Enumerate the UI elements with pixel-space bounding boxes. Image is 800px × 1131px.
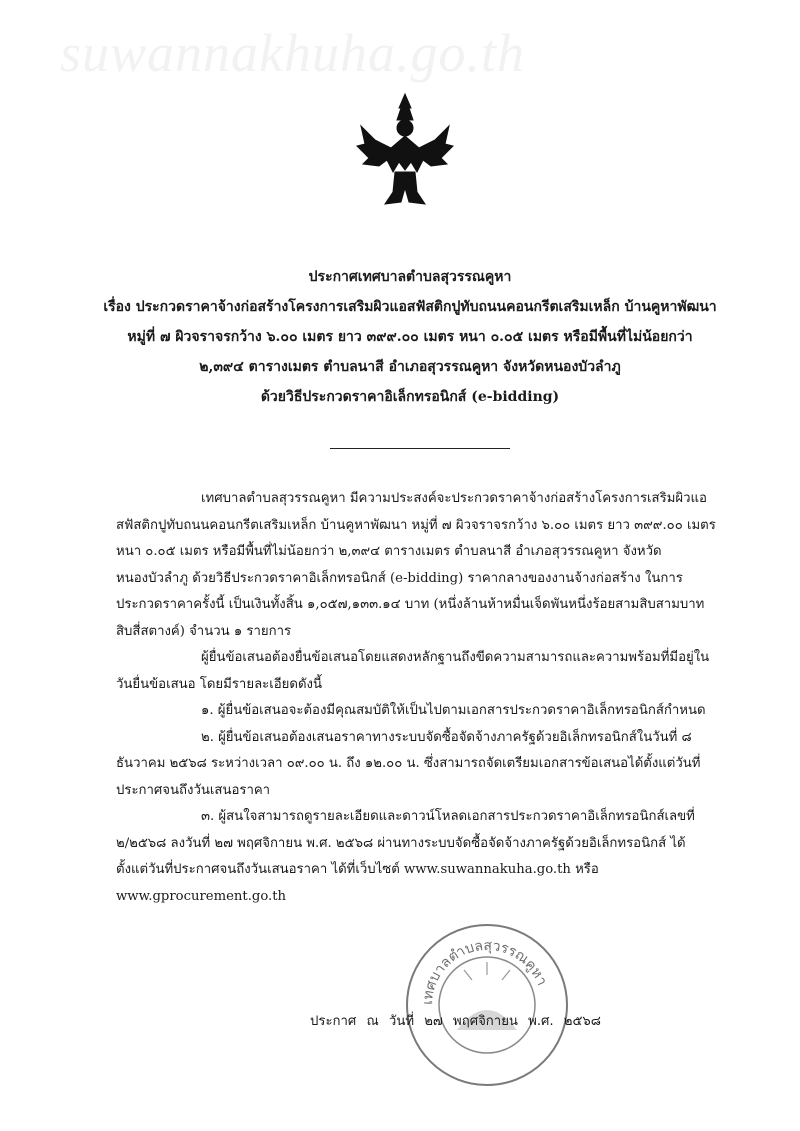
subject-line-3: ๒,๓๙๔ ตารางเมตร ตำบลนาสี อำเภอสุวรรณคูหา จังหวัดหนองบัวลำภู xyxy=(199,359,621,375)
header-divider xyxy=(330,448,510,449)
issuer-title: ประกาศเทศบาลตำบลสุวรรณคูหา xyxy=(308,269,512,285)
requirement-item-3: ๓. ผู้สนใจสามารถดูรายละเอียดและดาวน์โหลดเอกสารประกวดราคาอิเล็กทรอนิกส์เลขที่ ๒/๒๕๖๘ ลงวันที่ ๒๗ พฤศจิกายน พ.ศ. ๒๕๖๘ ผ่านทางระบบจัดซื้อจัดจ้างภาครัฐด้วยอิเล็กทรอนิกส์ ได้ตั้งแต่วันที่ประกาศจนถึงวันเสนอราคา ได้ที่เว็บไซต์ www.suwannakuha.go.th หรือ www.gprocurement.go.th xyxy=(116,809,695,904)
announcement-body xyxy=(116,486,716,910)
garuda-emblem-icon xyxy=(355,92,455,210)
requirement-item-1: ๑. ผู้ยื่นข้อเสนอจะต้องมีคุณสมบัติให้เป็นไปตามเอกสารประกวดราคาอิเล็กทรอนิกส์กำหนด xyxy=(201,703,706,718)
official-seal-icon xyxy=(402,920,572,1090)
body-paragraph-2: ผู้ยื่นข้อเสนอต้องยื่นข้อเสนอโดยแสดงหลักฐานถึงขีดความสามารถและความพร้อมที่มีอยู่ในวันยื่นข้อเสนอ โดยมีรายละเอียดดังนี้ xyxy=(116,650,710,692)
body-paragraph-1: เทศบาลตำบลสุวรรณคูหา มีความประสงค์จะประกวดราคาจ้างก่อสร้างโครงการเสริมผิวแอสฟัสติกปูทับถนนคอนกรีตเสริมเหล็ก บ้านคูหาพัฒนา หมู่ที่ ๗ ผิวจราจรกว้าง ๖.๐๐ เมตร ยาว ๓๙๙.๐๐ เมตร หนา ๐.๐๕ เมตร หรือมีพื้นที่ไม่น้อยกว่า ๒,๓๙๔ ตารางเมตร ตำบลนาสี อำเภอสุวรรณคูหา จังหวัดหนองบัวลำภู ด้วยวิธีประกวดราคาอิเล็กทรอนิกส์ (e-bidding) ราคากลางของงานจ้างก่อสร้าง ในการประกวดราคาครั้งนี้ เป็นเงินทั้งสิ้น ๑,๐๕๗,๑๓๓.๑๔ บาท (หนึ่งล้านห้าหมื่นเจ็ดพันหนึ่งร้อยสามสิบสามบาทสิบสี่สตางค์) จำนวน ๑ รายการ xyxy=(116,491,716,639)
subject-line-4: ด้วยวิธีประกวดราคาอิเล็กทรอนิกส์ (e-bidding) xyxy=(260,389,560,405)
announcement-header xyxy=(100,262,720,412)
requirement-item-2: ๒. ผู้ยื่นข้อเสนอต้องเสนอราคาทางระบบจัดซื้อจัดจ้างภาครัฐด้วยอิเล็กทรอนิกส์ในวันที่ ๘ ธันวาคม ๒๕๖๘ ระหว่างเวลา ๐๙.๐๐ น. ถึง ๑๒.๐๐ น. ซึ่งสามารถจัดเตรียมเอกสารข้อเสนอได้ตั้งแต่วันที่ประกาศจนถึงวันเสนอราคา xyxy=(116,729,701,798)
seal-text: เทศบาลตำบลสุวรรณคูหา xyxy=(419,937,550,1006)
subject-line-1: เรื่อง ประกวดราคาจ้างก่อสร้างโครงการเสริมผิวแอสฟัสติกปูทับถนนคอนกรีตเสริมเหล็ก บ้านคูหาพัฒนา xyxy=(103,299,717,315)
subject-line-2: หมู่ที่ ๗ ผิวจราจรกว้าง ๖.๐๐ เมตร ยาว ๓๙๙.๐๐ เมตร หนา ๐.๐๕ เมตร หรือมีพื้นที่ไม่น้อยกว่า xyxy=(127,329,693,345)
announcement-date: ประกาศ ณ วันที่ ๒๗ พฤศจิกายน พ.ศ. ๒๕๖๘ xyxy=(310,1014,601,1029)
watermark: suwannakhuha.go.th xyxy=(60,23,526,83)
